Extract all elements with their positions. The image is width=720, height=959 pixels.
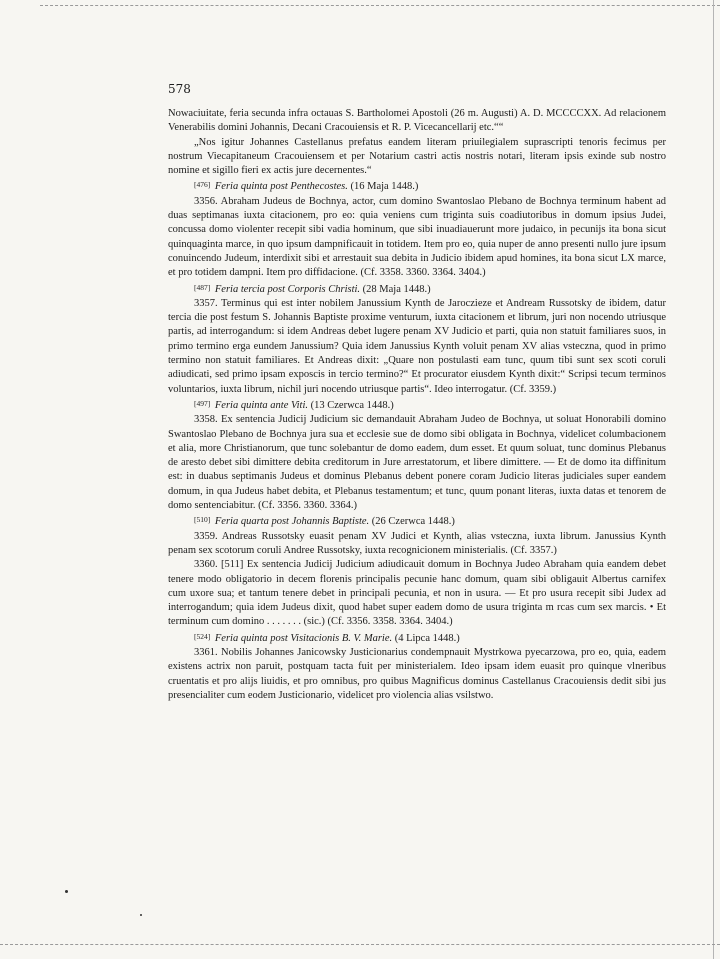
entry-heading <box>168 630 666 646</box>
scan-speck <box>140 914 142 916</box>
heading-date: (4 Lipca 1448.) <box>394 632 460 644</box>
heading-title: Feria quinta post Penthecostes. <box>214 181 348 193</box>
heading-date: (13 Czerwca 1448.) <box>310 399 394 411</box>
entry-heading <box>168 178 666 194</box>
page-edge-top <box>40 5 720 6</box>
entry-paragraph: 3357. Terminus qui est inter nobilem Janussium Kynth de Jaroczieze et Andream Russotsky de ibidem, datur tercia die post festum S. Johannis Baptiste proxime venturum, iuxta citacionem et librum, juri non nocendo utriusque partis, ad interrogandum: si idem Andreas debet lugere penam XV Judicio et parti, quia non statuit familiares suos, in primo termino erga eundem Janussium? Quia idem Janussius Kynth voluit penam XV alias vsteczna, quod in primo termino non statuit familiares. Et Andreas dixit: „Quare non postulasti eam tunc, quum tibi sunt sex scoti coruli adiudicati, sed primo ipsam exposcis in tercio termino?“ Et procurator eiusdem Kynth dixit:“ Scripsi tecum terminos voluntarios, iuxta librum, nichil juri nocendo utriusque partis“. Ideo interrogatur. (Cf. 3359.) <box>168 297 666 395</box>
entry-paragraph: 3356. Abraham Judeus de Bochnya, actor, cum domino Swantoslao Plebano de Bochnya terminum habent ad duas septimanas iuxta citacionem, pro eo: quia veniens cum triginta suis coadiutoribus in domum ipsius Judei, concussa domo violenter recepit sibi vadia hominum, que sibi inuadiauerunt more judaico, in pecunijs ita bona sicut quinquaginta marce, in quo ipsum dampnificauit in totidem. Item pro eo, quia nuper de anno presenti nullo jure ipsum conuincendo Judeum, interdixit sibi et arrestauit sua debita in Judicio ibidem apud homines, ita bona sicut LX marce, et pro totidem dampni. Item pro diffidacione. (Cf. 3358. 3360. 3364. 3404.) <box>168 195 666 279</box>
entry-paragraph: 3359. Andreas Russotsky euasit penam XV Judici et Kynth, alias vsteczna, iuxta librum. Janussius Kynth penam sex scotorum coruli Andree Russotsky, iuxta recognicionem ministerialis. (Cf. 3357.) <box>168 530 666 556</box>
heading-title: Feria quarta post Johannis Baptiste. <box>214 516 370 528</box>
heading-date: (26 Czerwca 1448.) <box>371 516 455 528</box>
reference-number: [510] <box>194 515 211 525</box>
entry-paragraph: 3358. Ex sentencia Judicij Judicium sic demandauit Abraham Judeo de Bochnya, ut soluat Honorabili domino Swantoslao Plebano de Bochnya jura sua et ecclesie sue de domo sibi obligata in Bochnya, videlicet columbacionem et alia, more Christianorum, que tunc solebantur de domo eadem, dum esset. Et quum soluat, tunc dominus Plebanus de aresto debet sibi dimittere debita creditorum in Jure arrestatorum, et libere dimittere. — Et de domo ita diffinitum est: in duabus septimanis Judeus et dominus Plebanus debent ponere coram Judicio literas judiciales super eandem domum, in qua Judeus habet debita, et Plebanus testamentum; et tunc, quum ponant literas, iuxta datas et tenorem de domo sentenciabitur. (Cf. 3356. 3360. 3364.) <box>168 414 666 512</box>
heading-title: Feria tercia post Corporis Christi. <box>214 283 361 295</box>
heading-date: (28 Maja 1448.) <box>362 283 431 295</box>
page-number: 578 <box>168 82 191 96</box>
paragraph-continuation: Nowaciuitate, feria secunda infra octauas S. Bartholomei Apostoli (26 m. Augusti) A. D. MCCCCXX. Ad relacionem Venerabilis domini Johannis, Decani Cracouiensis et R. P. Vicecancellarij etc.““ <box>168 108 666 134</box>
entry-heading <box>168 281 666 297</box>
reference-number: [524] <box>194 631 211 641</box>
entry-paragraph: 3361. Nobilis Johannes Janicowsky Justicionarius condempnauit Mystrkowa pyecarzowa, pro eo, quia, eadem existens actrix non paruit, postquam tacta fuit per ministerialem. Ideo ipsam idem euasit pro quinque vlneribus cruentatis et pro alijs liuidis, et pro omnibus, pro quibus Magnificus dominus Castellanus Cracouiensis dedit sibi jus presencialiter cum eodem Justicionario, videlicet pro violencia alias vsilstwo. <box>168 646 666 701</box>
page-edge-bottom <box>0 944 720 945</box>
reference-number: [487] <box>194 282 211 292</box>
entry-paragraph: 3360. [511] Ex sentencia Judicij Judicium adiudicauit domum in Bochnya Judeo Abraham quia eandem debet tenere modo obligatorio in decem florenis principalis pecunie hanc domum, quam sibi obligauit Albertus carnifex cum uxore sua; et tantum tenere debet in principali pecunia, et non in usura. — Et pro usura recepit sibi Judex ad interrogandum; quia idem Judeus dixit, quod habet super eadem domo de usura triginta m rcas cum sex marcis. • Et terminum cum domino . . . . . . . (sic.) (Cf. 3356. 3358. 3364. 3404.) <box>168 559 666 628</box>
reference-number: [476] <box>194 180 211 190</box>
heading-title: Feria quinta ante Viti. <box>214 399 309 411</box>
document-body <box>168 107 666 703</box>
page-edge-right <box>713 0 714 959</box>
heading-title: Feria quinta post Visitacionis B. V. Marie. <box>214 632 393 644</box>
entry-heading <box>168 397 666 413</box>
scan-speck <box>65 890 68 893</box>
entry-heading <box>168 513 666 529</box>
reference-number: [497] <box>194 398 211 408</box>
paragraph-quote: „Nos igitur Johannes Castellanus prefatus eandem literam priuilegialem suprascripti tenoris fecimus per nostrum Viecapitaneum Cracouiensem et per Notarium castri actis nostris notari, literam ipsis exinde sub nostro nomine et sigillo fieri ex actis jure decernentes.“ <box>168 136 666 177</box>
heading-date: (16 Maja 1448.) <box>350 181 419 193</box>
